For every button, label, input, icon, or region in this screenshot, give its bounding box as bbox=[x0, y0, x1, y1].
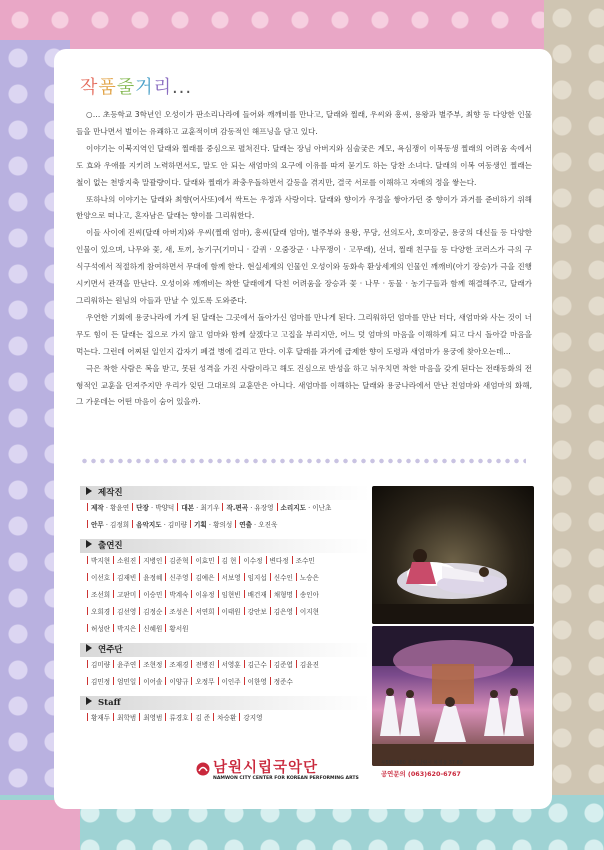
credit-name: 황재두 bbox=[91, 714, 111, 722]
separator-bar bbox=[87, 556, 88, 564]
credit-name: 차승환 bbox=[217, 714, 237, 722]
separator-bar bbox=[139, 713, 140, 721]
separator-bar bbox=[139, 607, 140, 615]
credit-name: 김준혁 bbox=[169, 557, 189, 565]
credit-name: 이유정 bbox=[195, 591, 215, 599]
credit-name: 이한영 bbox=[247, 678, 267, 686]
stage-photo-ensemble-scene bbox=[372, 626, 534, 766]
separator-bar bbox=[296, 660, 297, 668]
credit-name: 황서원 bbox=[169, 625, 189, 633]
credit-name: 이수정 bbox=[243, 557, 263, 565]
background-right-band bbox=[544, 0, 604, 850]
separator-bar bbox=[113, 556, 114, 564]
credit-line bbox=[80, 500, 370, 517]
credit-name: 신주영 bbox=[169, 574, 189, 582]
separator-bar bbox=[191, 573, 192, 581]
credit-name: 임현빈 bbox=[221, 591, 241, 599]
credit-line bbox=[80, 657, 370, 674]
credit-name: 김은영 bbox=[273, 608, 293, 616]
separator-bar bbox=[113, 660, 114, 668]
separator-bar bbox=[165, 713, 166, 721]
separator-bar bbox=[191, 713, 192, 721]
credit-line bbox=[80, 553, 370, 570]
credit-name: · 박양덕 bbox=[148, 504, 175, 512]
separator-bar bbox=[270, 607, 271, 615]
credit-name: 강지영 bbox=[243, 714, 263, 722]
separator-bar bbox=[87, 677, 88, 685]
separator-bar bbox=[87, 573, 88, 581]
credit-name: 서보영 bbox=[221, 574, 241, 582]
credit-line bbox=[80, 621, 370, 638]
credit-name: · 오진욱 bbox=[251, 521, 278, 529]
separator-bar bbox=[244, 607, 245, 615]
separator-bar bbox=[113, 607, 114, 615]
triangle-bullet-icon bbox=[86, 697, 92, 705]
credit-name: 김민정 bbox=[91, 678, 111, 686]
credit-name: 조현정 bbox=[143, 661, 163, 669]
section-heading-production bbox=[80, 486, 370, 500]
credit-name: 김 현 bbox=[221, 557, 237, 565]
separator-bar bbox=[244, 590, 245, 598]
separator-bar bbox=[87, 503, 88, 511]
organization-logo bbox=[196, 756, 516, 792]
credit-line bbox=[80, 604, 370, 621]
separator-bar bbox=[218, 590, 219, 598]
separator-bar bbox=[87, 607, 88, 615]
separator-bar bbox=[113, 713, 114, 721]
synopsis-text bbox=[76, 107, 532, 411]
separator-bar bbox=[191, 660, 192, 668]
credit-role: 연출 bbox=[239, 521, 252, 529]
separator-bar bbox=[218, 607, 219, 615]
triangle-bullet-icon bbox=[86, 644, 92, 652]
credit-name: 박지은 bbox=[117, 625, 137, 633]
credit-line bbox=[80, 517, 370, 534]
separator-bar bbox=[87, 590, 88, 598]
triangle-bullet-icon bbox=[86, 540, 92, 548]
section-heading-orchestra bbox=[80, 643, 370, 657]
separator-bar bbox=[165, 660, 166, 668]
credit-name: · 김정희 bbox=[103, 521, 130, 529]
credit-name: · 황의성 bbox=[206, 521, 233, 529]
credit-name: 최영범 bbox=[143, 714, 163, 722]
credit-name: 정준수 bbox=[273, 678, 293, 686]
separator-bar bbox=[244, 677, 245, 685]
separator-bar bbox=[244, 660, 245, 668]
separator-bar bbox=[244, 573, 245, 581]
credit-name: 서영훈 bbox=[221, 661, 241, 669]
credit-name: 오희경 bbox=[91, 608, 111, 616]
credit-name: 류경호 bbox=[169, 714, 189, 722]
credit-name: 오정무 bbox=[195, 678, 215, 686]
production-block bbox=[80, 486, 370, 534]
organization-name: 남원시립국악단 bbox=[213, 760, 319, 776]
credit-name: 신혜원 bbox=[143, 625, 163, 633]
triangle-bullet-icon bbox=[86, 487, 92, 495]
credit-name: 엄민일 bbox=[117, 678, 137, 686]
title-char: 작 bbox=[80, 77, 99, 98]
organization-address: 우590-180 전북 남원시 하정동 37-89 bbox=[381, 761, 463, 766]
credit-name: 김근수 bbox=[247, 661, 267, 669]
credit-line bbox=[80, 570, 370, 587]
credit-name: · 이난초 bbox=[305, 504, 332, 512]
separator-bar bbox=[190, 520, 191, 528]
credit-name: · 최기우 bbox=[194, 504, 220, 512]
separator-bar bbox=[218, 660, 219, 668]
credit-line bbox=[80, 587, 370, 604]
dotted-divider bbox=[80, 458, 526, 464]
credit-name: 채형명 bbox=[273, 591, 293, 599]
separator-bar bbox=[87, 660, 88, 668]
synopsis-paragraph: 우연한 기회에 용궁나라에 가게 된 달래는 그곳에서 돌아가신 엄마를 만나게 된다. 그리워하던 엄마를 만난 터다, 새엄마와 사는 것이 너무도 힘이 든 달래는 집으로 가지 않고 엄마와 함께 살겠다고 고집을 부리지만, 어느 덧 엄마의 마음을 이해하게 되고 다시 돌아갈 마음을 먹는다. 그런데 어찌된 일인지 갑자기 폐결 병에 걸리고 만다. 이후 달래를 과거에 급제한 향이 도령과 새엄마가 용궁에 찾아오는데… bbox=[76, 312, 532, 356]
separator-bar bbox=[191, 677, 192, 685]
separator-bar bbox=[270, 590, 271, 598]
credit-name: 이지현 bbox=[299, 608, 319, 616]
credit-name: · 김미량 bbox=[161, 521, 188, 529]
credit-role: 안무 bbox=[91, 521, 104, 529]
credit-name: 노승은 bbox=[299, 574, 319, 582]
separator-bar bbox=[139, 590, 140, 598]
organization-english-name: NAMWON CITY CENTER FOR KOREAN PERFORMING ARTS bbox=[213, 776, 359, 781]
separator-bar bbox=[165, 624, 166, 632]
separator-bar bbox=[296, 573, 297, 581]
separator-bar bbox=[296, 607, 297, 615]
separator-bar bbox=[113, 573, 114, 581]
title-char: 리 bbox=[153, 77, 172, 98]
separator-bar bbox=[277, 503, 278, 511]
separator-bar bbox=[113, 590, 114, 598]
separator-bar bbox=[191, 607, 192, 615]
separator-bar bbox=[191, 590, 192, 598]
credit-name: 배건재 bbox=[247, 591, 267, 599]
credit-name: 김 준 bbox=[195, 714, 211, 722]
separator-bar bbox=[235, 520, 236, 528]
section-heading-label: 제작진 bbox=[98, 488, 123, 498]
production-credits bbox=[80, 500, 370, 534]
separator-bar bbox=[213, 713, 214, 721]
credit-role: 제작 bbox=[91, 504, 104, 512]
synopsis-paragraph: 극은 착한 사람은 복을 받고, 못된 성격을 가진 사람이라고 해도 진심으로 반성을 하고 뉘우치면 착한 마음을 갖게 된다는 전래동화의 전형적인 교훈을 던져주지만 우리가 잊던 그대로의 교훈만은 아니다. 새엄마를 이해하는 달래와 용궁나라에서 만난 친엄마와 새엄마의 화해, 그 가운데는 어떤 마음이 숨어 있을까. bbox=[76, 363, 532, 407]
credit-role: 대본 bbox=[181, 504, 195, 512]
credit-name: 박지현 bbox=[91, 557, 111, 565]
separator-bar bbox=[270, 660, 271, 668]
separator-bar bbox=[113, 624, 114, 632]
cast-credits bbox=[80, 553, 370, 638]
credit-name: 강안보 bbox=[247, 608, 267, 616]
synopsis-paragraph: 이들 사이에 진씨(달래 아버지)와 우씨(찔래 엄마), 흥씨(달래 엄마), 별주부와 용왕, 무당, 선의도사, 호미장군, 용궁의 대신들 등 다양한 인물이 있으며, 나무와 꽃, 새, 토끼, 농기구(기미니 · 갈퀴 · 오줌장군 · 나무쟁이 · 고무래), 선녀, 찔래 친구들 등 다양한 코러스가 극의 구식구석에서 적절하게 참여하면서 무대에 함께 한다. 현실세계의 인물인 오성이와 동화속 환상세계의 인물인 깨깨비(아기 장승)가 극을 진행시키면서 관객을 만난다. 오성이와 깨깨비는 착한 달래에게 닥친 어려움을 장승과 꽃 · 나무 · 동물 · 농기구들과 함께 해결해주고, 달래가 그리워하는 원님의 아들과 만날 수 있도록 도와준다. bbox=[76, 228, 532, 305]
credit-name: 이태원 bbox=[221, 608, 241, 616]
credit-role: 단장 bbox=[136, 504, 149, 512]
credit-name: 김선영 bbox=[117, 608, 137, 616]
credit-name: 조선희 bbox=[91, 591, 111, 599]
synopsis-paragraph: 이야기는 이북지역인 달래와 찔래를 중심으로 펼쳐진다. 달래는 장님 아버지와 심술궂은 계모, 욕심쟁이 이복동생 찔래의 어려움 속에서도 효와 우애를 지키려 노력하면서도, 말도 안 되는 새엄마의 요구에 이유를 따져 묻기도 하는 당찬 소녀다. 달래의 이복 여동생인 찔래는 철이 없는 천방지축 말괄량이다. 달래와 찔래가 좌충우돌하면서 갈등을 겪지만, 결국 서로를 이해하고 자매의 정을 쌓는다. bbox=[76, 143, 532, 187]
credit-name: 지병인 bbox=[143, 557, 163, 565]
credit-name: 김윤진 bbox=[299, 661, 319, 669]
separator-bar bbox=[87, 624, 88, 632]
credit-name: · 황윤연 bbox=[103, 504, 130, 512]
title-char: 줄 bbox=[116, 77, 136, 98]
credit-line bbox=[80, 710, 370, 727]
separator-bar bbox=[239, 556, 240, 564]
credit-name: 임지섭 bbox=[247, 574, 267, 582]
orchestra-credits bbox=[80, 657, 370, 691]
credit-name: 김예은 bbox=[195, 574, 215, 582]
credit-name: 윤주연 bbox=[117, 661, 137, 669]
credit-name: 김준엽 bbox=[273, 661, 293, 669]
separator-bar bbox=[139, 624, 140, 632]
credit-name: 이승민 bbox=[143, 591, 163, 599]
content-panel bbox=[54, 49, 552, 809]
page-title bbox=[80, 73, 192, 99]
title-char: 거 bbox=[135, 77, 154, 98]
separator-bar bbox=[165, 677, 166, 685]
namwon-logo-icon bbox=[196, 762, 210, 776]
credit-line bbox=[80, 674, 370, 691]
separator-bar bbox=[177, 503, 178, 511]
separator-bar bbox=[165, 590, 166, 598]
synopsis-paragraph: ○… 초등학교 3학년인 오성이가 판소리나라에 들어와 깨깨비를 만나고, 달래와 찔래, 우씨와 흥씨, 용왕과 별주부, 최향 등 다양한 인물들을 만나면서 벌이는 유쾌하고 교훈적이며 감동적인 해프닝을 담고 있다. bbox=[76, 110, 532, 136]
separator-bar bbox=[191, 556, 192, 564]
credit-name: 조수민 bbox=[295, 557, 315, 565]
separator-bar bbox=[270, 573, 271, 581]
orchestra-block bbox=[80, 643, 370, 691]
separator-bar bbox=[270, 677, 271, 685]
credit-name: 이선호 bbox=[91, 574, 111, 582]
credit-name: 신수인 bbox=[273, 574, 293, 582]
separator-bar bbox=[139, 677, 140, 685]
separator-bar bbox=[139, 556, 140, 564]
separator-bar bbox=[165, 573, 166, 581]
section-heading-cast bbox=[80, 539, 370, 553]
separator-bar bbox=[113, 677, 114, 685]
credit-name: 소원진 bbox=[117, 557, 137, 565]
section-heading-staff bbox=[80, 696, 370, 710]
separator-bar bbox=[165, 556, 166, 564]
credit-name: 김미량 bbox=[91, 661, 111, 669]
section-heading-label: 연주단 bbox=[98, 645, 123, 655]
credit-role: 음악지도 bbox=[136, 521, 162, 529]
contact-phone: 공연문의 (063)620-6767 bbox=[381, 770, 461, 778]
section-heading-label: Staff bbox=[98, 698, 121, 708]
cast-block bbox=[80, 539, 370, 638]
separator-bar bbox=[218, 573, 219, 581]
credit-role: 기획 bbox=[194, 521, 207, 529]
section-heading-label: 출연진 bbox=[98, 541, 123, 551]
credit-name: 조성은 bbox=[169, 608, 189, 616]
staff-block bbox=[80, 696, 370, 727]
separator-bar bbox=[218, 556, 219, 564]
staff-credits bbox=[80, 710, 370, 727]
credit-name: 서연희 bbox=[195, 608, 215, 616]
separator-bar bbox=[239, 713, 240, 721]
separator-bar bbox=[139, 573, 140, 581]
separator-bar bbox=[87, 520, 88, 528]
credit-name: 허성란 bbox=[91, 625, 111, 633]
credit-name: 송인아 bbox=[299, 591, 319, 599]
credits-section bbox=[80, 486, 370, 727]
title-char: 품 bbox=[98, 77, 117, 98]
separator-bar bbox=[132, 520, 133, 528]
credit-role: 소리지도 bbox=[280, 504, 306, 512]
synopsis-paragraph: 또하나의 이야기는 달래와 최향(어사또)에서 싹트는 우정과 사랑이다. 달래와 향이가 우정을 쌓아가던 중 향이가 과거를 준비하기 위해 한양으로 떠나고, 혼자남은 달래는 향이를 그리워한다. bbox=[76, 194, 532, 221]
credit-name: 조재경 bbox=[169, 661, 189, 669]
credit-name: · 유장영 bbox=[248, 504, 274, 512]
credit-name: 김재빈 bbox=[117, 574, 137, 582]
separator-bar bbox=[165, 607, 166, 615]
credit-name: 윤정혜 bbox=[143, 574, 163, 582]
separator-bar bbox=[132, 503, 133, 511]
credit-name: 이양규 bbox=[169, 678, 189, 686]
credit-name: 전병진 bbox=[195, 661, 215, 669]
credit-name: 이어솔 bbox=[143, 678, 163, 686]
title-char: ... bbox=[171, 77, 193, 98]
stage-photo-reclining-scene bbox=[372, 486, 534, 624]
separator-bar bbox=[222, 503, 223, 511]
separator-bar bbox=[292, 556, 293, 564]
credit-name: 최학범 bbox=[117, 714, 137, 722]
credit-role: 작.편곡 bbox=[226, 504, 249, 512]
credit-name: 이효민 bbox=[195, 557, 215, 565]
credit-name: 변다정 bbox=[269, 557, 289, 565]
credit-name: 고판미 bbox=[117, 591, 137, 599]
credit-name: 이인주 bbox=[221, 678, 241, 686]
separator-bar bbox=[266, 556, 267, 564]
separator-bar bbox=[218, 677, 219, 685]
credit-name: 김정순 bbox=[143, 608, 163, 616]
credit-name: 박계숙 bbox=[169, 591, 189, 599]
separator-bar bbox=[139, 660, 140, 668]
separator-bar bbox=[296, 590, 297, 598]
separator-bar bbox=[87, 713, 88, 721]
